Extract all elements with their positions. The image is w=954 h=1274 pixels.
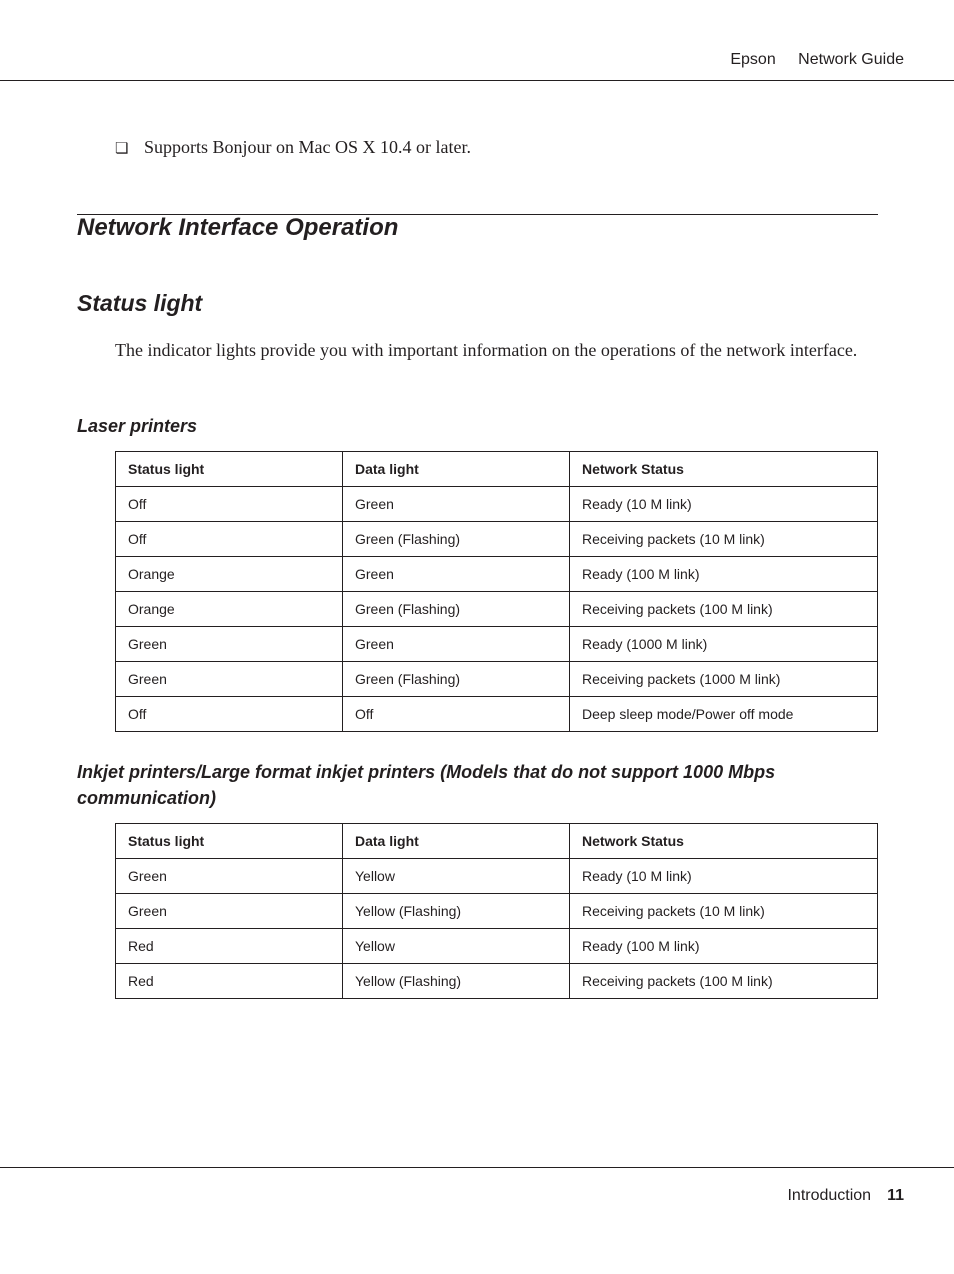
network-status-cell: Receiving packets (100 M link) — [570, 592, 878, 627]
status-light-cell: Red — [116, 964, 343, 999]
table-row — [116, 487, 878, 522]
column-header-status-light: Status light — [116, 452, 343, 487]
laser-status-table — [115, 451, 878, 732]
footer-divider — [0, 1167, 954, 1168]
data-light-cell: Green (Flashing) — [343, 592, 570, 627]
table-header-row — [116, 452, 878, 487]
table-row — [116, 662, 878, 697]
table-header-row — [116, 824, 878, 859]
table-row — [116, 894, 878, 929]
checkbox-bullet-icon: ❏ — [115, 141, 129, 157]
column-header-network-status: Network Status — [570, 452, 878, 487]
network-status-cell: Ready (100 M link) — [570, 929, 878, 964]
table-row — [116, 557, 878, 592]
footer-section: Introduction — [787, 1187, 872, 1204]
network-status-cell: Deep sleep mode/Power off mode — [570, 697, 878, 732]
intro-paragraph: The indicator lights provide you with important information on the operations of the network interface. — [115, 340, 858, 360]
network-status-cell: Receiving packets (100 M link) — [570, 964, 878, 999]
status-light-cell: Red — [116, 929, 343, 964]
status-light-cell: Orange — [116, 592, 343, 627]
data-light-cell: Yellow — [343, 859, 570, 894]
column-header-data-light: Data light — [343, 824, 570, 859]
laser-printers-heading: Laser printers — [77, 416, 198, 436]
network-status-cell: Receiving packets (1000 M link) — [570, 662, 878, 697]
data-light-cell: Green — [343, 627, 570, 662]
data-light-cell: Off — [343, 697, 570, 732]
status-light-cell: Green — [116, 859, 343, 894]
page-number: 11 — [887, 1187, 904, 1204]
running-footer — [787, 1187, 904, 1205]
status-light-cell: Off — [116, 487, 343, 522]
network-status-cell: Receiving packets (10 M link) — [570, 894, 878, 929]
table-row — [116, 697, 878, 732]
status-light-cell: Green — [116, 894, 343, 929]
data-light-cell: Green — [343, 487, 570, 522]
table-row — [116, 522, 878, 557]
network-status-cell: Receiving packets (10 M link) — [570, 522, 878, 557]
header-divider — [0, 80, 954, 81]
column-header-data-light: Data light — [343, 452, 570, 487]
data-light-cell: Green (Flashing) — [343, 522, 570, 557]
data-light-cell: Yellow (Flashing) — [343, 894, 570, 929]
status-light-cell: Green — [116, 662, 343, 697]
table-row — [116, 592, 878, 627]
network-status-cell: Ready (100 M link) — [570, 557, 878, 592]
network-status-cell: Ready (1000 M link) — [570, 627, 878, 662]
network-status-cell: Ready (10 M link) — [570, 859, 878, 894]
table-row — [116, 964, 878, 999]
status-light-cell: Off — [116, 697, 343, 732]
table-row — [116, 859, 878, 894]
section-title: Network Interface Operation — [77, 214, 399, 241]
data-light-cell: Yellow (Flashing) — [343, 964, 570, 999]
status-light-cell: Green — [116, 627, 343, 662]
inkjet-printers-heading: Inkjet printers/Large format inkjet printers (Models that do not support 1000 Mbps communication) — [77, 762, 776, 808]
table-row — [116, 627, 878, 662]
data-light-cell: Green (Flashing) — [343, 662, 570, 697]
header-brand: Epson — [730, 51, 776, 68]
status-light-cell: Orange — [116, 557, 343, 592]
table-row — [116, 929, 878, 964]
data-light-cell: Green — [343, 557, 570, 592]
column-header-status-light: Status light — [116, 824, 343, 859]
subsection-title: Status light — [77, 290, 203, 316]
column-header-network-status: Network Status — [570, 824, 878, 859]
header-title: Network Guide — [798, 51, 904, 68]
inkjet-status-table — [115, 823, 878, 999]
data-light-cell: Yellow — [343, 929, 570, 964]
bullet-item — [115, 137, 471, 158]
status-light-cell: Off — [116, 522, 343, 557]
running-header — [730, 51, 904, 69]
bullet-text: Supports Bonjour on Mac OS X 10.4 or later. — [144, 137, 471, 157]
network-status-cell: Ready (10 M link) — [570, 487, 878, 522]
